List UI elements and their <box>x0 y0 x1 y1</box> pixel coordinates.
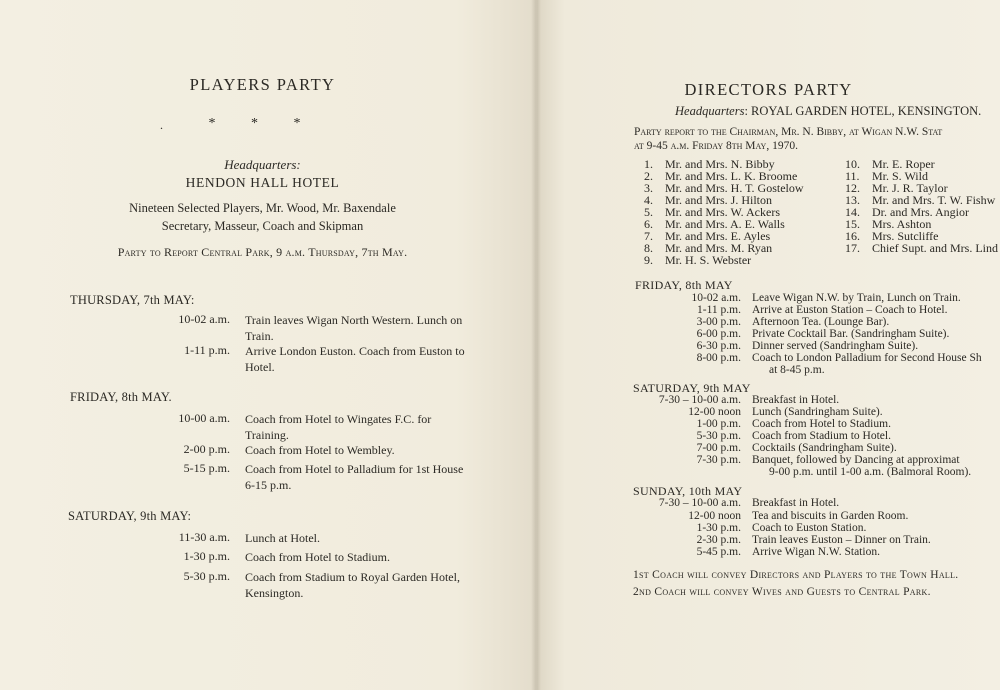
schedule-time: 7-00 p.m. <box>696 442 741 454</box>
guest-name: Mrs. Sutcliffe <box>872 229 939 243</box>
guest-number: 14. <box>845 205 860 219</box>
day-heading: SUNDAY, 10th MAY <box>633 484 743 498</box>
schedule-description: Coach from Hotel to Wembley. <box>245 443 395 457</box>
day-heading: FRIDAY, 8th MAY. <box>70 390 172 404</box>
directors-party-page <box>537 0 1000 690</box>
schedule-time: 5-30 p.m. <box>696 430 741 442</box>
schedule-time: 3-00 p.m. <box>696 316 741 328</box>
guest-name: Mr. and Mrs. H. T. Gostelow <box>665 181 804 195</box>
guest-number: 7. <box>644 229 653 243</box>
schedule-time: 2-00 p.m. <box>183 442 230 456</box>
guest-name: Dr. and Mrs. Angior <box>872 205 969 219</box>
schedule-description: Tea and biscuits in Garden Room. <box>752 510 909 522</box>
schedule-time: 10-02 a.m. <box>691 292 741 304</box>
schedule-time: 1-30 p.m. <box>696 522 741 534</box>
report-line-2: at 9-45 a.m. Friday 8th May, 1970. <box>634 140 798 152</box>
schedule-description: Breakfast in Hotel. <box>752 394 840 406</box>
schedule-description: Arrive London Euston. Coach from Euston to Hotel. <box>245 344 465 374</box>
report-line-1: Party report to the Chairman, Mr. N. Bibby, at Wigan N.W. Stat <box>634 126 943 138</box>
guest-name: Mr. and Mrs. L. K. Broome <box>665 169 798 183</box>
schedule-description: Breakfast in Hotel. <box>752 497 840 509</box>
schedule-time: 1-11 p.m. <box>184 343 230 357</box>
schedule-time: 7-30 – 10-00 a.m. <box>658 394 741 406</box>
schedule-time: 5-45 p.m. <box>696 546 741 558</box>
coach-note-1: 1st Coach will convey Directors and Players to the Town Hall. <box>633 569 959 581</box>
schedule-time: 8-00 p.m. <box>696 352 741 364</box>
schedule-description: Coach to Euston Station. <box>752 522 867 534</box>
guest-name: Mr. E. Roper <box>872 157 935 171</box>
page-dot: . <box>160 118 163 132</box>
guest-number: 4. <box>644 193 653 207</box>
schedule-time: 11-30 a.m. <box>178 530 230 544</box>
day-heading: SATURDAY, 9th MAY: <box>68 509 192 523</box>
schedule-time: 1-00 p.m. <box>696 418 741 430</box>
players-party-title: PLAYERS PARTY <box>189 75 336 94</box>
day-heading: THURSDAY, 7th MAY: <box>70 293 195 307</box>
schedule-description: Train leaves Euston – Dinner on Train. <box>752 534 931 546</box>
directors-party-title: DIRECTORS PARTY <box>684 80 853 99</box>
guest-number: 1. <box>644 157 653 171</box>
day-heading: FRIDAY, 8th MAY <box>635 278 733 292</box>
guest-number: 11. <box>845 169 860 183</box>
guest-name: Mr. and Mrs. M. Ryan <box>665 241 773 255</box>
schedule-description: Coach to London Palladium for Second House Sh <box>752 352 982 364</box>
stars-divider: * * * <box>208 116 317 131</box>
report-instructions: Party to Report Central Park, 9 a.m. Thursday, 7th May. <box>117 245 408 259</box>
guest-name: Mr. and Mrs. T. W. Fishw <box>872 193 996 207</box>
schedule-description-continued: at 8-45 p.m. <box>769 364 825 376</box>
schedule-description: Train leaves Wigan North Western. Lunch on Train. <box>245 313 463 343</box>
schedule-time: 1-11 p.m. <box>697 304 741 316</box>
schedule-time: 10-02 a.m. <box>178 312 230 326</box>
schedule-description: Coach from Hotel to Stadium. <box>245 550 390 564</box>
guest-name: Mr. H. S. Webster <box>665 253 752 267</box>
guest-number: 15. <box>845 217 860 231</box>
schedule-description: Leave Wigan N.W. by Train, Lunch on Train. <box>752 292 961 304</box>
schedule-time: 1-30 p.m. <box>183 549 230 563</box>
schedule-time: 5-15 p.m. <box>183 461 230 475</box>
schedule-time: 6-30 p.m. <box>696 340 741 352</box>
guest-name: Mr. and Mrs. J. Hilton <box>665 193 773 207</box>
guest-name: Mr. and Mrs. E. Ayles <box>665 229 771 243</box>
schedule-description: Coach from Hotel to Stadium. <box>752 418 891 430</box>
schedule-description: Coach from Stadium to Hotel. <box>752 430 891 442</box>
schedule-description: Private Cocktail Bar. (Sandringham Suite). <box>752 328 950 340</box>
headquarters-name: HENDON HALL HOTEL <box>185 175 340 190</box>
guest-number: 12. <box>845 181 860 195</box>
schedule-description: Lunch (Sandringham Suite). <box>752 406 883 418</box>
guest-name: Mr. S. Wild <box>872 169 928 183</box>
guest-number: 3. <box>644 181 653 195</box>
guest-number: 6. <box>644 217 653 231</box>
guest-name: Mr. and Mrs. W. Ackers <box>665 205 780 219</box>
schedule-description: Dinner served (Sandringham Suite). <box>752 340 919 352</box>
guest-number: 2. <box>644 169 653 183</box>
schedule-description: Coach from Hotel to Wingates F.C. for Training. <box>245 412 432 442</box>
guest-name: Mr. and Mrs. A. E. Walls <box>665 217 785 231</box>
guest-name: Mr. J. R. Taylor <box>872 181 948 195</box>
schedule-time: 6-00 p.m. <box>696 328 741 340</box>
schedule-time: 2-30 p.m. <box>696 534 741 546</box>
schedule-description: Afternoon Tea. (Lounge Bar). <box>752 316 890 328</box>
guest-name: Mrs. Ashton <box>872 217 932 231</box>
schedule-time: 10-00 a.m. <box>178 411 230 425</box>
guest-number: 17. <box>845 241 860 255</box>
schedule-time: 12-00 noon <box>688 406 741 418</box>
schedule-description: Arrive Wigan N.W. Station. <box>752 546 880 558</box>
schedule-description: Banquet, followed by Dancing at approximat <box>752 454 960 466</box>
headquarters-name: : ROYAL GARDEN HOTEL, KENSINGTON. <box>744 104 982 118</box>
guest-name: Mr. and Mrs. N. Bibby <box>665 157 775 171</box>
schedule-time: 5-30 p.m. <box>183 569 230 583</box>
selected-players-line: Nineteen Selected Players, Mr. Wood, Mr. Baxendale <box>129 201 396 215</box>
guest-number: 16. <box>845 229 860 243</box>
guest-number: 8. <box>644 241 653 255</box>
coach-note-2: 2nd Coach will convey Wives and Guests to Central Park. <box>633 586 931 598</box>
headquarters-label: Headquarters <box>675 104 745 118</box>
schedule-time: 12-00 noon <box>688 510 741 522</box>
guest-number: 5. <box>644 205 653 219</box>
schedule-description: Lunch at Hotel. <box>245 531 320 545</box>
page-fold <box>531 0 541 690</box>
guest-number: 10. <box>845 157 860 171</box>
guest-number: 9. <box>644 253 653 267</box>
schedule-description: Arrive at Euston Station – Coach to Hotel. <box>752 304 948 316</box>
schedule-time: 7-30 – 10-00 a.m. <box>658 497 741 509</box>
schedule-description: Coach from Hotel to Palladium for 1st House 6-15 p.m. <box>245 462 464 492</box>
day-heading: SATURDAY, 9th MAY <box>633 381 751 395</box>
headquarters-label: Headquarters: <box>224 157 301 172</box>
schedule-time: 7-30 p.m. <box>696 454 741 466</box>
staff-line: Secretary, Masseur, Coach and Skipman <box>161 219 364 233</box>
schedule-description-continued: 9-00 p.m. until 1-00 a.m. (Balmoral Room). <box>769 466 972 478</box>
schedule-description: Cocktails (Sandringham Suite). <box>752 442 897 454</box>
guest-number: 13. <box>845 193 860 207</box>
schedule-description: Coach from Stadium to Royal Garden Hotel, Kensington. <box>245 570 460 600</box>
guest-name: Chief Supt. and Mrs. Lind <box>872 241 998 255</box>
